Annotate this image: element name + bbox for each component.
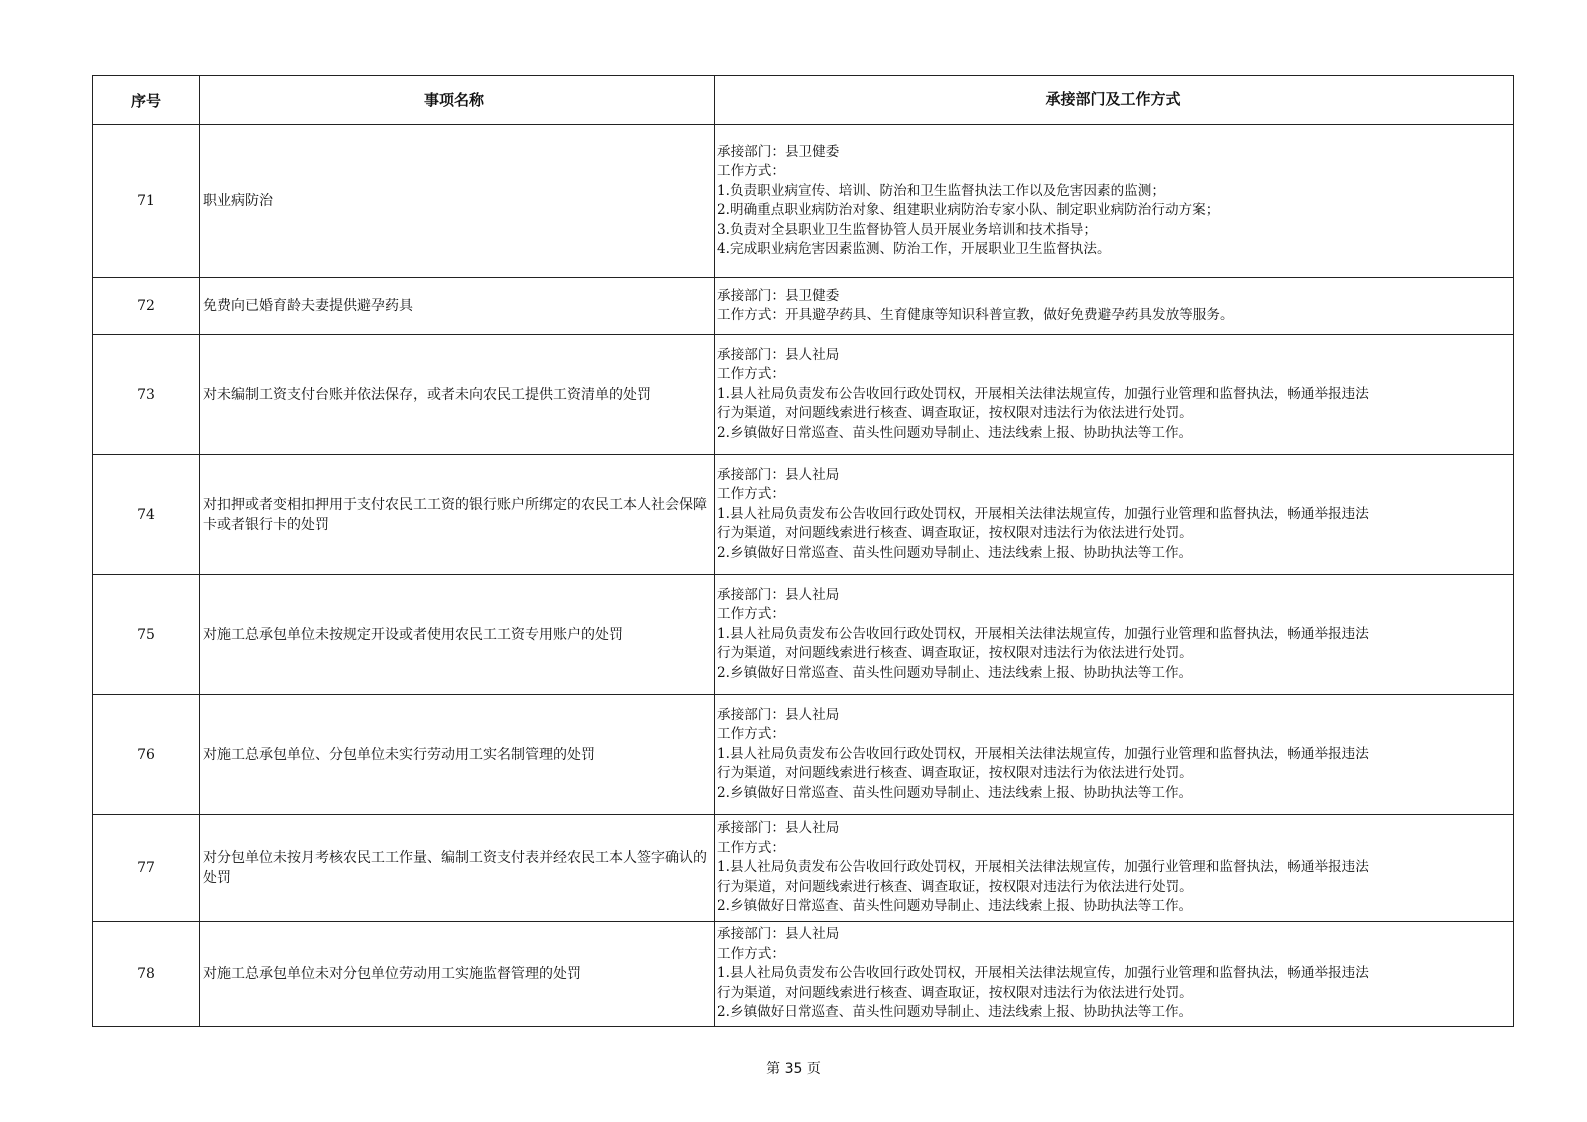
dept-line: 2.乡镇做好日常巡查、苗头性问题劝导制止、违法线索上报、协助执法等工作。 — [717, 544, 1193, 561]
table-row — [93, 335, 1514, 455]
dept-and-method — [715, 125, 1514, 278]
matter-name — [200, 278, 715, 335]
row-number: 75 — [93, 575, 200, 695]
dept-line: 2.乡镇做好日常巡查、苗头性问题劝导制止、违法线索上报、协助执法等工作。 — [717, 664, 1193, 681]
matter-name — [200, 335, 715, 455]
dept-line: 1.县人社局负责发布公告收回行政处罚权，开展相关法律法规宣传，加强行业管理和监督执法，畅通举报违法 — [717, 745, 1369, 762]
table-row — [93, 695, 1514, 815]
dept-line: 行为渠道，对问题线索进行核查、调查取证，按权限对违法行为依法进行处罚。 — [717, 765, 1193, 782]
row-number: 73 — [93, 335, 200, 455]
dept-line: 2.明确重点职业病防治对象、组建职业病防治专家小队、制定职业病防治行动方案； — [717, 202, 1220, 218]
table-row — [93, 125, 1514, 278]
dept-line: 行为渠道，对问题线索进行核查、调查取证，按权限对违法行为依法进行处罚。 — [717, 984, 1193, 1001]
matter-name-text: 对未编制工资支付台账并依法保存，或者未向农民工提供工资清单的处罚 — [203, 386, 651, 403]
dept-line: 1.县人社局负责发布公告收回行政处罚权，开展相关法律法规宣传，加强行业管理和监督执法，畅通举报违法 — [717, 965, 1369, 982]
matter-name-text: 对施工总承包单位未按规定开设或者使用农民工工资专用账户的处罚 — [203, 626, 623, 643]
table-row — [93, 575, 1514, 695]
dept-line: 行为渠道，对问题线索进行核查、调查取证，按权限对违法行为依法进行处罚。 — [717, 645, 1193, 662]
header-row — [93, 76, 1514, 125]
matter-name-text: 职业病防治 — [203, 193, 273, 209]
dept-line: 1.县人社局负责发布公告收回行政处罚权，开展相关法律法规宣传，加强行业管理和监督执法，畅通举报违法 — [717, 859, 1369, 876]
matters-table — [92, 75, 1514, 1027]
dept-and-method — [715, 335, 1514, 455]
header-name: 事项名称 — [200, 76, 715, 125]
dept-line: 工作方式： — [717, 945, 785, 962]
dept-and-method — [715, 815, 1514, 922]
row-number: 74 — [93, 455, 200, 575]
header-dept: 承接部门及工作方式 — [715, 76, 1514, 125]
dept-line: 工作方式： — [717, 606, 785, 623]
row-number: 77 — [93, 815, 200, 922]
dept-line: 1.负责职业病宣传、培训、防治和卫生监督执法工作以及危害因素的监测； — [717, 182, 1165, 199]
matter-name — [200, 575, 715, 695]
table-row — [93, 278, 1514, 335]
dept-line: 承接部门：县卫健委 — [717, 287, 840, 304]
dept-line: 2.乡镇做好日常巡查、苗头性问题劝导制止、违法线索上报、协助执法等工作。 — [717, 898, 1193, 915]
dept-and-method — [715, 922, 1514, 1027]
dept-line: 承接部门：县人社局 — [717, 586, 840, 603]
dept-line: 承接部门：县人社局 — [717, 820, 840, 837]
matter-name — [200, 815, 715, 922]
page-number: 第 35 页 — [766, 1061, 821, 1077]
dept-line: 承接部门：县卫健委 — [717, 143, 840, 160]
dept-line: 1.县人社局负责发布公告收回行政处罚权，开展相关法律法规宣传，加强行业管理和监督执法，畅通举报违法 — [717, 385, 1369, 402]
dept-line: 2.乡镇做好日常巡查、苗头性问题劝导制止、违法线索上报、协助执法等工作。 — [717, 424, 1193, 441]
dept-line: 1.县人社局负责发布公告收回行政处罚权，开展相关法律法规宣传，加强行业管理和监督执法，畅通举报违法 — [717, 625, 1369, 642]
row-number: 76 — [93, 695, 200, 815]
row-number: 72 — [93, 278, 200, 335]
row-number: 78 — [93, 922, 200, 1027]
dept-line: 3.负责对全县职业卫生监督协管人员开展业务培训和技术指导； — [717, 221, 1097, 238]
dept-line: 工作方式： — [717, 486, 785, 503]
matter-name-text: 免费向已婚育龄夫妻提供避孕药具 — [203, 298, 413, 314]
dept-line: 4.完成职业病危害因素监测、防治工作，开展职业卫生监督执法。 — [717, 241, 1111, 257]
matter-name-text: 对施工总承包单位未对分包单位劳动用工实施监督管理的处罚 — [203, 966, 581, 982]
dept-and-method — [715, 695, 1514, 815]
dept-line: 工作方式： — [717, 163, 785, 179]
dept-line: 承接部门：县人社局 — [717, 466, 840, 483]
dept-and-method — [715, 278, 1514, 335]
dept-line: 承接部门：县人社局 — [717, 926, 840, 943]
dept-line: 行为渠道，对问题线索进行核查、调查取证，按权限对违法行为依法进行处罚。 — [717, 878, 1193, 895]
table-row — [93, 455, 1514, 575]
dept-line: 工作方式： — [717, 366, 785, 383]
header-no: 序号 — [93, 76, 200, 125]
dept-line: 工作方式： — [717, 726, 785, 743]
table-row — [93, 815, 1514, 922]
table-row — [93, 922, 1514, 1027]
dept-line: 2.乡镇做好日常巡查、苗头性问题劝导制止、违法线索上报、协助执法等工作。 — [717, 1004, 1193, 1021]
row-number: 71 — [93, 125, 200, 278]
dept-line: 工作方式：开具避孕药具、生育健康等知识科普宣教，做好免费避孕药具发放等服务。 — [717, 307, 1234, 323]
dept-line: 承接部门：县人社局 — [717, 346, 840, 363]
dept-line: 承接部门：县人社局 — [717, 706, 840, 723]
matter-name-text: 对分包单位未按月考核农民工工作量、编制工资支付表并经农民工本人签字确认的处罚 — [203, 850, 707, 886]
dept-line: 行为渠道，对问题线索进行核查、调查取证，按权限对违法行为依法进行处罚。 — [717, 405, 1193, 422]
dept-and-method — [715, 455, 1514, 575]
dept-line: 1.县人社局负责发布公告收回行政处罚权，开展相关法律法规宣传，加强行业管理和监督执法，畅通举报违法 — [717, 505, 1369, 522]
matter-name — [200, 455, 715, 575]
dept-line: 行为渠道，对问题线索进行核查、调查取证，按权限对违法行为依法进行处罚。 — [717, 525, 1193, 542]
dept-line: 工作方式： — [717, 839, 785, 856]
dept-line: 2.乡镇做好日常巡查、苗头性问题劝导制止、违法线索上报、协助执法等工作。 — [717, 784, 1193, 801]
matter-name — [200, 695, 715, 815]
matter-name — [200, 125, 715, 278]
matter-name — [200, 922, 715, 1027]
dept-and-method — [715, 575, 1514, 695]
matter-name-text: 对扣押或者变相扣押用于支付农民工工资的银行账户所绑定的农民工本人社会保障卡或者银行卡的处罚 — [203, 496, 707, 533]
matter-name-text: 对施工总承包单位、分包单位未实行劳动用工实名制管理的处罚 — [203, 746, 595, 763]
